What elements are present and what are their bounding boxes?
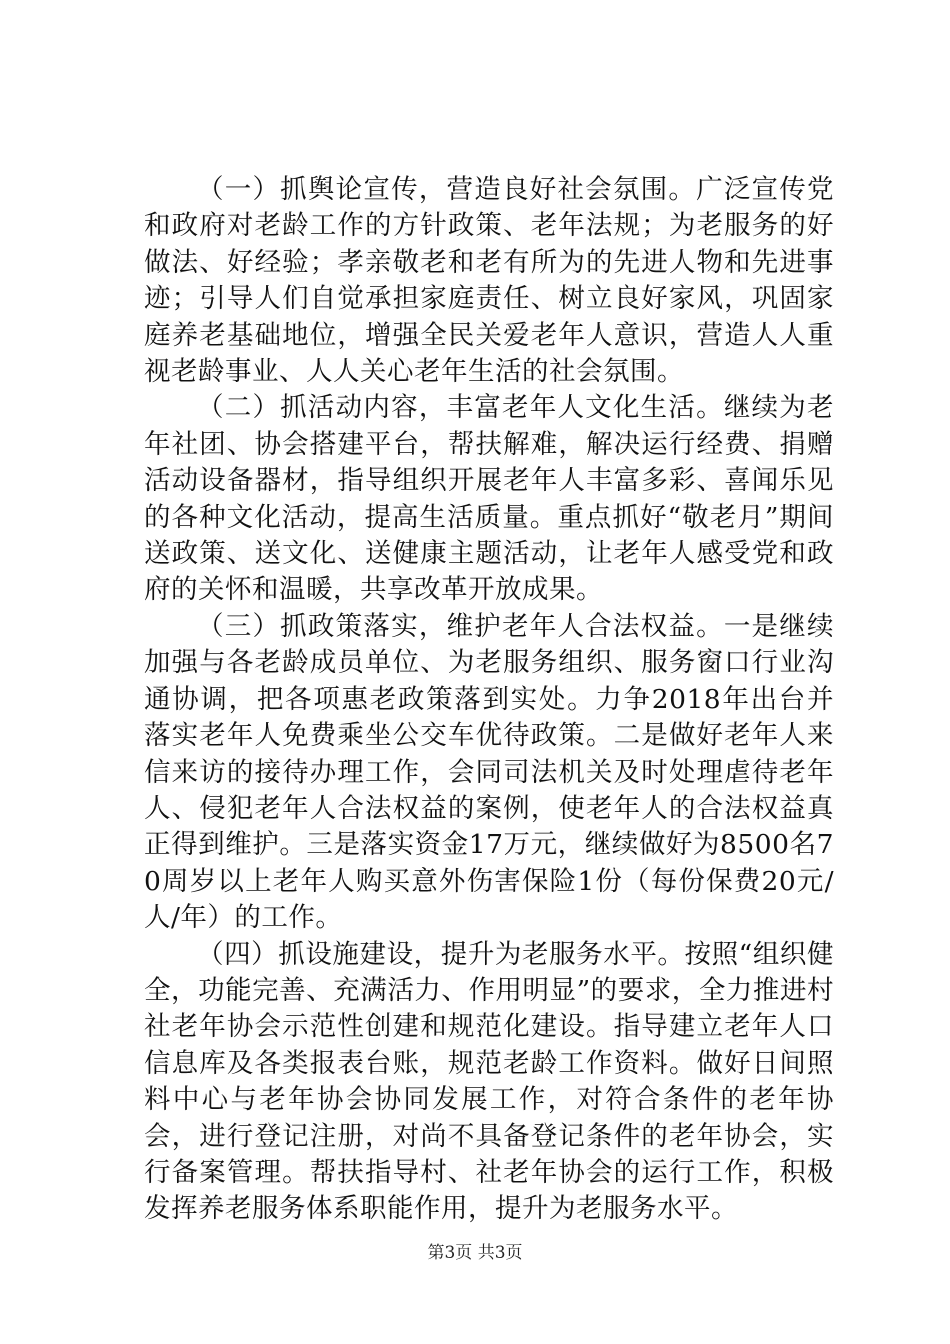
document-body	[144, 172, 834, 1228]
paragraph-policy: （三）抓政策落实，维护老年人合法权益。一是继续加强与各老龄成员单位、为老服务组织、服务窗口行业沟通协调，把各项惠老政策落到实处。力争2018年出台并落实老年人免费乘坐公交车优待政策。二是做好老年人来信来访的接待办理工作，会同司法机关及时处理虐待老年人、侵犯老年人合法权益的案例，使老年人的合法权益真正得到维护。三是落实资金17万元，继续做好为8500名70周岁以上老年人购买意外伤害保险1份（每份保费20元/人/年）的工作。	[144, 610, 834, 934]
paragraph-publicity: （一）抓舆论宣传，营造良好社会氛围。广泛宣传党和政府对老龄工作的方针政策、老年法规；为老服务的好做法、好经验；孝亲敬老和老有所为的先进人物和先进事迹；引导人们自觉承担家庭责任、树立良好家风，巩固家庭养老基础地位，增强全民关爱老年人意识，营造人人重视老龄事业、人人关心老年生活的社会氛围。	[144, 174, 834, 388]
paragraph-activities: （二）抓活动内容，丰富老年人文化生活。继续为老年社团、协会搭建平台，帮扶解难，解决运行经费、捐赠活动设备器材，指导组织开展老年人丰富多彩、喜闻乐见的各种文化活动，提高生活质量。重点抓好“敬老月”期间送政策、送文化、送健康主题活动，让老年人感受党和政府的关怀和温暖，共享改革开放成果。	[144, 392, 834, 606]
page-number-footer: 第3页 共3页	[427, 1243, 523, 1263]
paragraph-facilities: （四）抓设施建设，提升为老服务水平。按照“组织健全，功能完善、充满活力、作用明显”的要求，全力推进村社老年协会示范性创建和规范化建设。指导建立老年人口信息库及各类报表台账，规范老龄工作资料。做好日间照料中心与老年协会协同发展工作，对符合条件的老年协会，进行登记注册，对尚不具备登记条件的老年协会，实行备案管理。帮扶指导村、社老年协会的运行工作，积极发挥养老服务体系职能作用，提升为老服务水平。	[144, 938, 834, 1225]
